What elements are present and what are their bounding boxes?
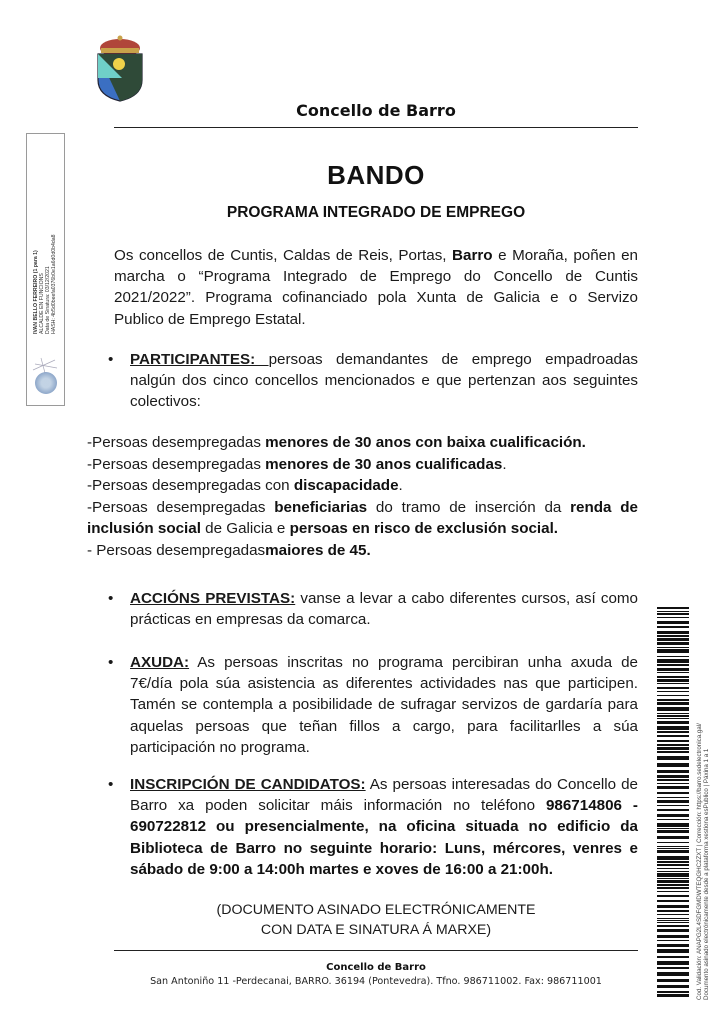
item-text: -Persoas desempregadas [87,498,275,516]
signature-stamp-text [33,134,57,334]
item-text: do tramo de inserción da [367,498,571,516]
bullet-icon: • [108,351,114,368]
barcode-bar [657,935,689,938]
barcode-bar [657,922,689,923]
barcode-bar [657,856,689,860]
list-item [87,475,638,497]
barcode-bar [657,861,689,863]
barcode-bar [657,929,689,932]
signature-stamp [26,133,65,406]
item-bold: discapacidade [293,477,399,494]
validation-code: Cod. Validación: ANAPG2L4SDFGMDWTEQGHC2ZXT | Corrección: https://barro.sedelectronica.gal/ [696,723,703,1000]
intro-bold-barro: Barro [452,247,493,264]
list-item [87,454,638,476]
barcode-bar [657,779,689,781]
barcode-bar [657,659,689,663]
intro-text-rest: e Moraña, poñen en marcha o “Programa Integrado de Emprego do Concello de Cuntis 2021/2022”. Programa cofinanciado pola Xunta de Galicia e o Servizo Publico de Emprego Estatal. [114,247,638,328]
barcode-bar [657,905,689,908]
barcode-bar [657,699,689,701]
barcode-bar [657,836,689,839]
list-item [87,540,638,562]
barcode-bar [657,949,689,953]
barcode-bar [657,940,689,941]
barcode-bar [657,994,689,997]
validation-text [696,600,711,1000]
barcode-bar [657,868,689,869]
barcode-bar [657,715,689,717]
barcode-bar [657,850,689,853]
barcode-bar [657,664,689,666]
barcode-bar [657,744,689,746]
barcode-bar [657,967,689,969]
barcode-bar [657,873,689,877]
barcode-bar [657,914,689,915]
barcode-bar [657,792,689,794]
barcode-bar [657,656,689,657]
barcode-bar [657,972,689,976]
barcode-bar [657,884,689,886]
barcode-bar [657,611,689,612]
barcode-bar [657,783,689,784]
signature-date: Data de Sinatura: 03/12/2021 [45,266,51,334]
barcode-bar [657,985,689,988]
barcode-bar [657,920,689,921]
barcode-bar [657,747,689,750]
item-text: -Persoas desempregadas con [87,477,294,494]
barcode-bar [657,871,689,872]
participantes-text: persoas demandantes de emprego empadroadas nalgún dos cinco concellos mencionados e que pertenzan aos seguintes colectivos: [130,351,638,411]
barcode-bar [657,828,689,829]
barcode-bar [657,961,689,965]
barcode-bar [657,814,689,817]
barcode-bar [657,713,689,714]
signed-note-line: CON DATA E SINATURA Á MARXE) [260,922,492,938]
barcode-bar [657,797,689,798]
barcode-bar [657,707,689,711]
barcode-bar [657,718,689,719]
barcode-bar [657,775,689,778]
footer-divider [114,950,638,951]
signed-note [114,900,638,940]
intro-text: Os concellos de Cuntis, Caldas de Reis, Portas, [114,247,453,264]
validation-page-info: Documento asinado electrónicamente desde a plataforma xestiona esPublico | Páxina 1 a 1 [703,748,711,1000]
barcode-bar [657,642,689,645]
barcode-bar [657,925,689,927]
barcode-bar [657,721,689,724]
barcode-bar [657,944,689,947]
barcode-bar [657,731,689,733]
barcode-bar [657,895,689,897]
barcode-bar [657,878,689,879]
accions-text: vanse a levar a cabo diferentes cursos, así como prácticas en empresas da comarca. [130,590,638,629]
barcode-bar [657,635,689,637]
barcode-bar [657,786,689,789]
barcode-bar [657,809,689,811]
barcode-bar [657,819,689,820]
barcode-bar [657,672,689,673]
document-title: BANDO [327,160,425,190]
barcode-bar [657,649,689,653]
list-item [87,497,638,540]
item-bold: beneficiarias [274,498,368,516]
barcode-bar [657,910,689,912]
participantes-label: PARTICIPANTES: [130,351,269,368]
barcode-bar [657,991,689,993]
barcode-bar [657,887,689,889]
barcode-bar [657,842,689,843]
validation-barcode [657,607,689,997]
item-text: . [398,477,403,494]
bullet-icon: • [108,654,114,671]
footer-address: San Antoniño 11 -Perdecanai, BARRO. 36194 (Pontevedra). Tfno. 986711002. Fax: 986711001 [150,976,602,987]
official-seal-icon [35,372,57,394]
coat-of-arms-icon [92,34,148,102]
barcode-bar [657,880,689,883]
barcode-bar [657,617,689,618]
barcode-bar [657,702,689,705]
inscripcion-text: As persoas interesadas do Concello de Barro xa poden solicitar máis información no teléfono [130,776,639,815]
item-bold: renda de inclusión social [87,498,638,537]
barcode-bar [657,956,689,958]
footer-org-name: Concello de Barro [326,962,426,973]
barcode-bar [657,638,689,641]
bullet-icon: • [108,776,114,793]
barcode-bar [657,979,689,982]
item-bold: menores de 30 anos con baixa cualificación. [265,434,586,451]
barcode-bar [657,691,689,692]
barcode-bar [657,735,689,737]
signed-note-line: (DOCUMENTO ASINADO ELECTRÓNICAMENTE [216,902,536,918]
item-text: - Persoas desempregadas [87,541,266,559]
item-text: . [502,455,507,473]
barcode-bar [657,676,689,678]
barcode-bar [657,695,689,696]
inscripcion-contact: 986714806 - 690722812 ou presencialmente, na oficina situada no edificio da Biblioteca de Barro no seguinte horario: Luns, mércores, venres e sábado de 9:00 a 14:00h martes e xoves de 16:00 a 21:00h. [130,797,638,878]
barcode-bar [657,918,689,919]
intro-paragraph [114,245,638,330]
barcode-bar [657,848,689,849]
barcode-bar [657,756,689,760]
accions-label: ACCIÓNS PREVISTAS: [130,590,296,607]
barcode-bar [657,687,689,689]
bullet-inscripcion [108,774,639,880]
signer-name: IVAN BELLO FERREIRO (1 para 1) [33,250,39,334]
signer-role: ALCALDE EN FUNCIONS [39,273,45,334]
barcode-bar [657,763,689,767]
barcode-bar [657,800,689,803]
inscripcion-label: INSCRIPCIÓN DE CANDIDATOS: [130,776,366,793]
signature-hash: HASH: 4b5d0beefa0376b0e1a6d0d0b4da8 [51,234,57,334]
header-divider [114,127,638,128]
barcode-bar [657,679,689,682]
barcode-bar [657,726,689,730]
bullet-participantes [108,349,638,413]
axuda-label: AXUDA: [130,654,190,671]
barcode-bar [657,631,689,634]
barcode-bar [657,751,689,753]
barcode-bar [657,891,689,892]
item-text: -Persoas desempregadas [87,434,266,451]
axuda-text: As persoas inscritas no programa percibiran unha axuda de 7€/día pola súa asistencia as diferentes actividades nas que participen. Tamén se contempla a posibilidade de sufragar servizos de gardaría para aquelas persoas que teñan fillos a cargo, para facilitarlles a súa participación no programa. [130,654,638,756]
barcode-bar [657,846,689,847]
bullet-accions [108,588,638,630]
barcode-bar [657,823,689,827]
barcode-bar [657,626,689,628]
barcode-bar [657,770,689,773]
barcode-bar [657,683,689,684]
item-text: -Persoas desempregadas [87,455,266,473]
barcode-bar [657,613,689,615]
barcode-bar [657,830,689,833]
item-text: de Galicia e [200,520,290,537]
barcode-bar [657,668,689,671]
barcode-bar [657,740,689,742]
bullet-axuda [108,652,638,758]
barcode-bar [657,864,689,866]
list-item [87,432,638,454]
barcode-bar [657,900,689,902]
header-org-name: Concello de Barro [296,101,456,120]
item-bold: persoas en risco de exclusión social. [289,520,559,537]
colectivos-list [87,432,638,561]
barcode-bar [657,621,689,624]
barcode-bar [657,607,689,609]
document-subtitle: PROGRAMA INTEGRADO DE EMPREGO [226,204,526,221]
item-bold: menores de 30 anos cualificadas [265,455,503,473]
barcode-bar [657,647,689,648]
bullet-icon: • [108,590,114,607]
barcode-bar [657,805,689,806]
item-bold: maiores de 45. [265,541,371,559]
